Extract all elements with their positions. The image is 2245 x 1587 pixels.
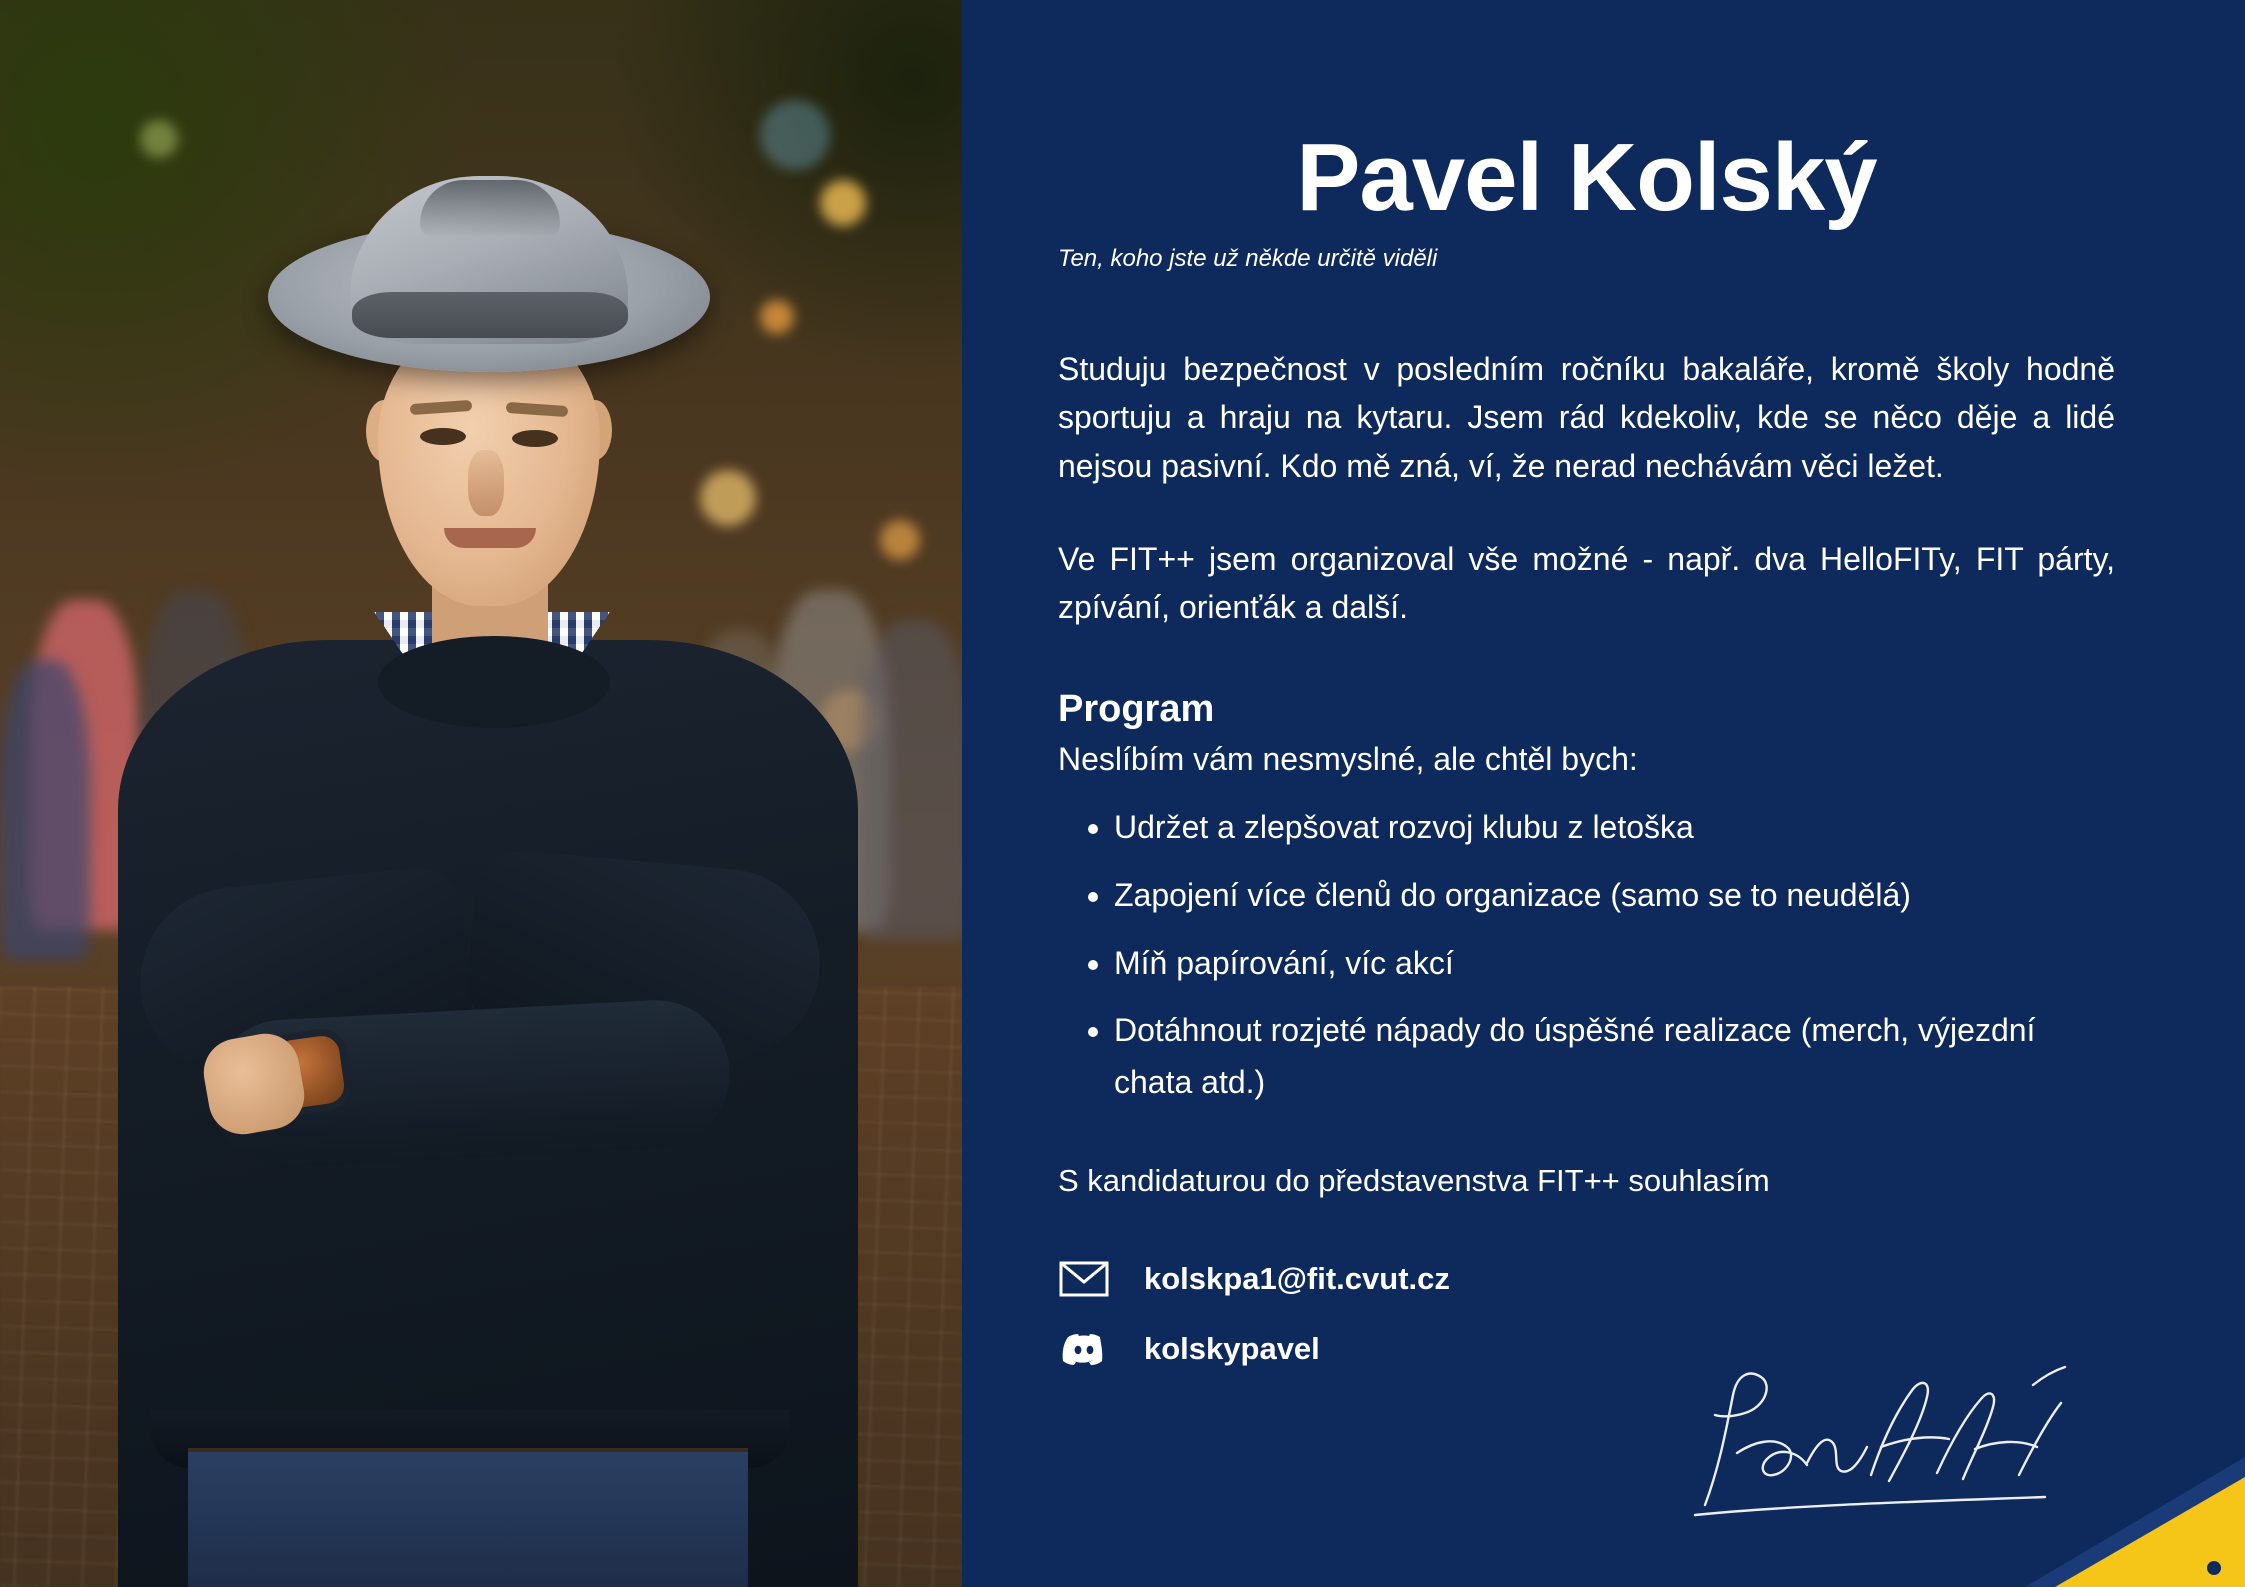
program-list — [1058, 802, 2115, 1109]
tagline: Ten, koho jste už někde určitě viděli — [1058, 244, 1438, 272]
portrait-photo — [0, 0, 962, 1587]
envelope-icon — [1058, 1257, 1110, 1301]
program-lead: Neslíbím vám nesmyslné, ale chtěl bych: — [1058, 740, 1638, 777]
content-panel — [962, 0, 2245, 1587]
list-item: • Zapojení více členů do organizace (samo se to neudělá) — [1114, 870, 2115, 922]
contact-discord[interactable] — [1058, 1327, 2115, 1371]
jeans — [188, 1452, 748, 1587]
discord-label: kolskypavel — [1144, 1331, 1320, 1367]
nose — [468, 450, 504, 516]
corner-dot — [2207, 1561, 2221, 1575]
list-item: • Dotáhnout rozjeté nápady do úspěšné realizace (merch, výjezdní chata atd.) — [1114, 1005, 2115, 1109]
email-label: kolskpa1@fit.cvut.cz — [1144, 1261, 1450, 1297]
intro-paragraph-2: Ve FIT++ jsem organizoval vše možné - např. dva HelloFITy, FIT párty, zpívání, orienťák a další. — [1058, 540, 2115, 626]
list-item: • Udržet a zlepšovat rozvoj klubu z letoška — [1114, 802, 2115, 854]
person-figure — [0, 0, 962, 1587]
hat-crease — [420, 180, 560, 238]
hat-band — [352, 292, 628, 338]
list-item: • Míň papírování, víc akcí — [1114, 938, 2115, 990]
discord-icon — [1058, 1327, 1110, 1371]
eye-right — [512, 430, 558, 447]
sweater-neckline — [378, 636, 610, 728]
program-heading: Program — [1058, 687, 1215, 730]
page-title: Pavel Kolský — [1296, 124, 1877, 231]
contact-email[interactable] — [1058, 1257, 2115, 1301]
consent-statement: S kandidaturou do představenstva FIT++ souhlasím — [1058, 1163, 1770, 1199]
intro-paragraph-1: Studuju bezpečnost v posledním ročníku bakaláře, kromě školy hodně sportuju a hraju na kytaru. Jsem rád kdekoliv, kde se něco děje a lidé nejsou pasivní. Kdo mě zná, ví, že nerad nechávám věci ležet. — [1058, 350, 2115, 485]
contact-block — [1058, 1257, 2115, 1371]
corner-accent — [2025, 1457, 2245, 1587]
mouth — [444, 528, 536, 548]
eye-left — [420, 428, 466, 445]
